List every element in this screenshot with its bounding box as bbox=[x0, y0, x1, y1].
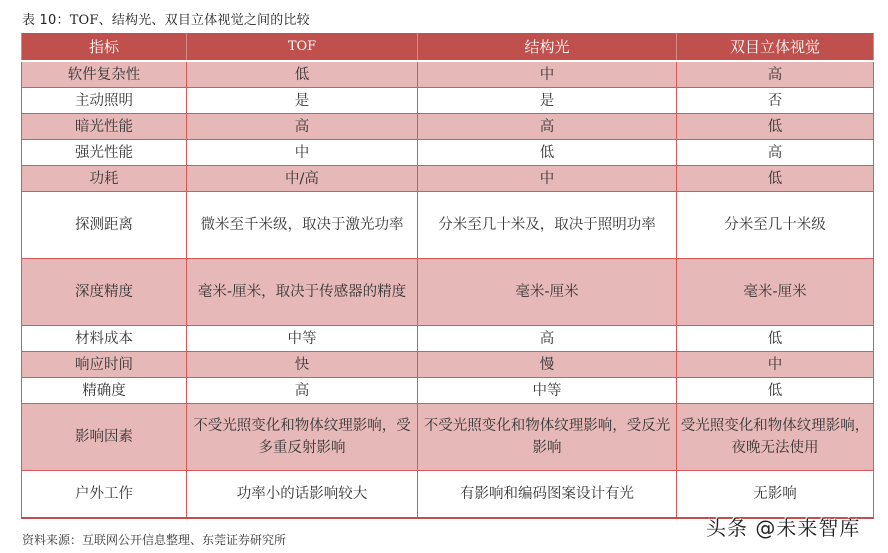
table-row bbox=[22, 192, 874, 259]
cell-stereo-vision: 高 bbox=[677, 61, 874, 88]
cell-structured-light: 高 bbox=[418, 114, 677, 140]
header-tof: TOF bbox=[187, 33, 418, 61]
cell-stereo-vision: 毫米-厘米 bbox=[677, 259, 874, 326]
row-label: 户外工作 bbox=[22, 471, 187, 519]
table-row bbox=[22, 140, 874, 166]
cell-structured-light: 高 bbox=[418, 326, 677, 352]
cell-tof: 中/高 bbox=[187, 166, 418, 192]
row-label: 影响因素 bbox=[22, 404, 187, 471]
cell-tof: 高 bbox=[187, 378, 418, 404]
table-row bbox=[22, 471, 874, 519]
cell-stereo-vision: 低 bbox=[677, 166, 874, 192]
cell-stereo-vision: 低 bbox=[677, 326, 874, 352]
header-structured-light: 结构光 bbox=[418, 33, 677, 61]
cell-tof: 快 bbox=[187, 352, 418, 378]
caption-prefix: 表 10： bbox=[22, 13, 70, 28]
cell-structured-light: 是 bbox=[418, 88, 677, 114]
cell-structured-light: 有影响和编码图案设计有光 bbox=[418, 471, 677, 519]
source-note: 资料来源：互联网公开信息整理、东莞证券研究所 bbox=[22, 533, 287, 547]
table-row bbox=[22, 352, 874, 378]
row-label: 主动照明 bbox=[22, 88, 187, 114]
cell-tof: 功率小的话影响较大 bbox=[187, 471, 418, 519]
cell-tof: 中 bbox=[187, 140, 418, 166]
cell-stereo-vision: 低 bbox=[677, 378, 874, 404]
cell-structured-light: 中 bbox=[418, 61, 677, 88]
table-caption bbox=[22, 9, 310, 28]
cell-stereo-vision: 高 bbox=[677, 140, 874, 166]
cell-tof: 毫米-厘米，取决于传感器的精度 bbox=[187, 259, 418, 326]
table-row bbox=[22, 259, 874, 326]
table-row bbox=[22, 166, 874, 192]
row-label: 材料成本 bbox=[22, 326, 187, 352]
row-label: 探测距离 bbox=[22, 192, 187, 259]
cell-structured-light: 不受光照变化和物体纹理影响，受反光影响 bbox=[418, 404, 677, 471]
cell-stereo-vision: 无影响 bbox=[677, 471, 874, 519]
cell-structured-light: 分米至几十米及，取决于照明功率 bbox=[418, 192, 677, 259]
cell-tof: 中等 bbox=[187, 326, 418, 352]
cell-structured-light: 低 bbox=[418, 140, 677, 166]
cell-stereo-vision: 受光照变化和物体纹理影响，夜晚无法使用 bbox=[677, 404, 874, 471]
header-metric: 指标 bbox=[22, 33, 187, 61]
header-row bbox=[22, 33, 874, 61]
cell-structured-light: 中等 bbox=[418, 378, 677, 404]
cell-tof: 微米至千米级，取决于激光功率 bbox=[187, 192, 418, 259]
table-row bbox=[22, 88, 874, 114]
cell-tof: 不受光照变化和物体纹理影响，受多重反射影响 bbox=[187, 404, 418, 471]
table-row bbox=[22, 326, 874, 352]
table-row bbox=[22, 61, 874, 88]
caption-title: TOF、结构光、双目立体视觉之间的比较 bbox=[69, 13, 310, 28]
watermark: 头条 @未来智库 bbox=[706, 516, 861, 540]
row-label: 功耗 bbox=[22, 166, 187, 192]
cell-stereo-vision: 否 bbox=[677, 88, 874, 114]
cell-structured-light: 慢 bbox=[418, 352, 677, 378]
header-stereo-vision: 双目立体视觉 bbox=[677, 33, 874, 61]
cell-stereo-vision: 分米至几十米级 bbox=[677, 192, 874, 259]
row-label: 暗光性能 bbox=[22, 114, 187, 140]
table-row bbox=[22, 114, 874, 140]
cell-tof: 是 bbox=[187, 88, 418, 114]
cell-tof: 低 bbox=[187, 61, 418, 88]
table-row bbox=[22, 404, 874, 471]
row-label: 精确度 bbox=[22, 378, 187, 404]
cell-structured-light: 毫米-厘米 bbox=[418, 259, 677, 326]
comparison-table bbox=[21, 33, 874, 519]
cell-tof: 高 bbox=[187, 114, 418, 140]
row-label: 深度精度 bbox=[22, 259, 187, 326]
cell-stereo-vision: 中 bbox=[677, 352, 874, 378]
cell-stereo-vision: 低 bbox=[677, 114, 874, 140]
row-label: 响应时间 bbox=[22, 352, 187, 378]
table-row bbox=[22, 378, 874, 404]
row-label: 软件复杂性 bbox=[22, 61, 187, 88]
cell-structured-light: 中 bbox=[418, 166, 677, 192]
row-label: 强光性能 bbox=[22, 140, 187, 166]
